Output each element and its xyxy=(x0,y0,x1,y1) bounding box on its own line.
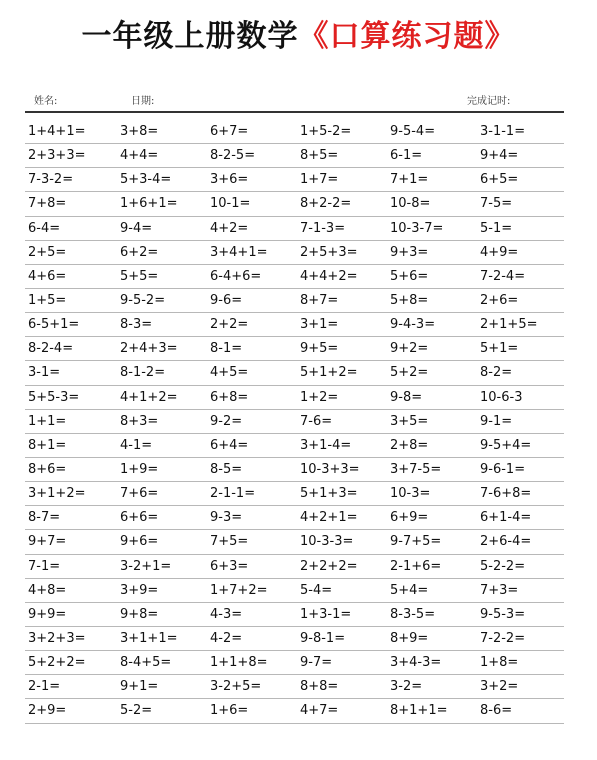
problem-cell: 4+2+1= xyxy=(300,510,358,526)
problem-cell: 6+6= xyxy=(120,510,159,526)
problem-row xyxy=(25,386,564,410)
problem-cell: 7-2-2= xyxy=(480,630,526,646)
problem-cell: 8-6= xyxy=(480,703,513,719)
problem-cell: 3+4+1= xyxy=(210,244,268,260)
problem-cell: 3+1+2= xyxy=(28,486,86,502)
problem-row xyxy=(25,699,564,723)
problem-cell: 7-1= xyxy=(28,558,61,574)
problem-cell: 6+9= xyxy=(390,510,429,526)
problem-row xyxy=(25,627,564,651)
problem-cell: 4-1= xyxy=(120,437,153,453)
problem-row xyxy=(25,603,564,627)
problem-cell: 6+8= xyxy=(210,389,249,405)
problem-cell: 2+6= xyxy=(480,292,519,308)
problem-cell: 7+3= xyxy=(480,582,519,598)
problem-cell: 10-3= xyxy=(390,486,431,502)
problem-row xyxy=(25,506,564,530)
problem-cell: 4+2= xyxy=(210,220,249,236)
problem-cell: 1+5= xyxy=(28,292,67,308)
problem-cell: 3+8= xyxy=(120,124,159,139)
problem-grid xyxy=(25,120,564,724)
problem-row xyxy=(25,458,564,482)
problem-cell: 2+5+3= xyxy=(300,244,358,260)
problem-cell: 6+7= xyxy=(210,124,249,139)
problem-cell: 3-1-1= xyxy=(480,124,526,139)
problem-cell: 8-3-5= xyxy=(390,606,436,622)
problem-row xyxy=(25,675,564,699)
problem-cell: 9-1= xyxy=(480,413,513,429)
problem-cell: 1+1+8= xyxy=(210,655,268,671)
info-line xyxy=(0,88,597,108)
problem-cell: 3+7-5= xyxy=(390,461,442,477)
problem-cell: 9+9= xyxy=(28,606,67,622)
problem-row xyxy=(25,289,564,313)
problem-cell: 5+5-3= xyxy=(28,389,80,405)
problem-cell: 8-1-2= xyxy=(120,365,166,381)
problem-cell: 9+6= xyxy=(120,534,159,550)
problem-cell: 8+7= xyxy=(300,292,339,308)
problem-cell: 7+8= xyxy=(28,196,67,212)
problem-cell: 4+1+2= xyxy=(120,389,178,405)
problem-row xyxy=(25,192,564,216)
problem-cell: 3-2+5= xyxy=(210,679,262,695)
problem-cell: 9-6-1= xyxy=(480,461,526,477)
problem-cell: 5+2= xyxy=(390,365,429,381)
problem-cell: 5+1= xyxy=(480,341,519,357)
problem-row xyxy=(25,120,564,144)
problem-cell: 2+5= xyxy=(28,244,67,260)
problem-cell: 5+8= xyxy=(390,292,429,308)
problem-cell: 4+5= xyxy=(210,365,249,381)
problem-cell: 6-1= xyxy=(390,148,423,164)
problem-cell: 7-1-3= xyxy=(300,220,346,236)
problem-cell: 6+2= xyxy=(120,244,159,260)
problem-cell: 4+8= xyxy=(28,582,67,598)
problem-cell: 2+1+5= xyxy=(480,317,538,333)
problem-cell: 6-5+1= xyxy=(28,317,80,333)
problem-cell: 9+2= xyxy=(390,341,429,357)
problem-row xyxy=(25,337,564,361)
problem-cell: 8+1+1= xyxy=(390,703,448,719)
problem-row xyxy=(25,410,564,434)
problem-cell: 1+3-1= xyxy=(300,606,352,622)
problem-cell: 6+5= xyxy=(480,172,519,188)
problem-cell: 9-7+5= xyxy=(390,534,442,550)
problem-row xyxy=(25,217,564,241)
problem-cell: 6+1-4= xyxy=(480,510,532,526)
problem-cell: 9+7= xyxy=(28,534,67,550)
problem-cell: 9-8-1= xyxy=(300,630,346,646)
problem-cell: 9+8= xyxy=(120,606,159,622)
problem-cell: 3-2+1= xyxy=(120,558,172,574)
problem-cell: 5-2= xyxy=(120,703,153,719)
problem-row xyxy=(25,361,564,385)
problem-cell: 8+6= xyxy=(28,461,67,477)
problem-cell: 6+4= xyxy=(210,437,249,453)
problem-cell: 1+7+2= xyxy=(210,582,268,598)
problem-cell: 2+6-4= xyxy=(480,534,532,550)
problem-cell: 9+1= xyxy=(120,679,159,695)
problem-row xyxy=(25,144,564,168)
problem-cell: 9+3= xyxy=(390,244,429,260)
problem-cell: 7+1= xyxy=(390,172,429,188)
problem-cell: 7+6= xyxy=(120,486,159,502)
problem-cell: 10-6-3 xyxy=(480,389,523,405)
problem-row xyxy=(25,168,564,192)
problem-cell: 9-7= xyxy=(300,655,333,671)
problem-cell: 3+5= xyxy=(390,413,429,429)
problem-cell: 8-1= xyxy=(210,341,243,357)
problem-cell: 2-1= xyxy=(28,679,61,695)
problem-cell: 3+2= xyxy=(480,679,519,695)
problem-cell: 1+9= xyxy=(120,461,159,477)
problem-cell: 3+4-3= xyxy=(390,655,442,671)
problem-cell: 6-4= xyxy=(28,220,61,236)
problem-cell: 1+7= xyxy=(300,172,339,188)
problem-cell: 2+2= xyxy=(210,317,249,333)
problem-cell: 3-1= xyxy=(28,365,61,381)
problem-cell: 9-4-3= xyxy=(390,317,436,333)
problem-cell: 3+9= xyxy=(120,582,159,598)
problem-cell: 3+2+3= xyxy=(28,630,86,646)
problem-cell: 8-5= xyxy=(210,461,243,477)
problem-cell: 9-5+4= xyxy=(480,437,532,453)
date-label: 日期: xyxy=(131,96,155,107)
problem-cell: 8+5= xyxy=(300,148,339,164)
problem-cell: 1+6= xyxy=(210,703,249,719)
problem-cell: 9-2= xyxy=(210,413,243,429)
problem-cell: 5+2+2= xyxy=(28,655,86,671)
problem-cell: 8+2-2= xyxy=(300,196,352,212)
problem-row xyxy=(25,555,564,579)
problem-row xyxy=(25,482,564,506)
problem-cell: 3-2= xyxy=(390,679,423,695)
problem-cell: 2-1+6= xyxy=(390,558,442,574)
problem-cell: 1+4+1= xyxy=(28,124,86,139)
problem-cell: 8+9= xyxy=(390,630,429,646)
problem-cell: 8-2-5= xyxy=(210,148,256,164)
problem-cell: 1+1= xyxy=(28,413,67,429)
problem-cell: 9-5-3= xyxy=(480,606,526,622)
problem-cell: 3+1-4= xyxy=(300,437,352,453)
problem-cell: 10-3-3= xyxy=(300,534,354,550)
problem-row xyxy=(25,241,564,265)
problem-cell: 3+1= xyxy=(300,317,339,333)
problem-row xyxy=(25,530,564,554)
problem-cell: 8-4+5= xyxy=(120,655,172,671)
problem-cell: 6-4+6= xyxy=(210,268,262,284)
problem-row xyxy=(25,313,564,337)
problem-cell: 8+8= xyxy=(300,679,339,695)
problem-row xyxy=(25,265,564,289)
problem-cell: 5-4= xyxy=(300,582,333,598)
title-main: 一年级上册数学 xyxy=(81,19,299,54)
name-label: 姓名: xyxy=(34,96,58,107)
problem-cell: 4+6= xyxy=(28,268,67,284)
problem-cell: 8-2-4= xyxy=(28,341,74,357)
problem-cell: 7-3-2= xyxy=(28,172,74,188)
problem-cell: 2+2+2= xyxy=(300,558,358,574)
problem-cell: 10-3-7= xyxy=(390,220,444,236)
time-label: 完成记时: xyxy=(467,96,511,107)
problem-cell: 9-4= xyxy=(120,220,153,236)
problem-cell: 2+3+3= xyxy=(28,148,86,164)
problem-cell: 7-5= xyxy=(480,196,513,212)
problem-row xyxy=(25,434,564,458)
problem-cell: 1+2= xyxy=(300,389,339,405)
problem-cell: 8-7= xyxy=(28,510,61,526)
problem-cell: 5+4= xyxy=(390,582,429,598)
title-accent: 《口算练习题》 xyxy=(298,19,516,54)
problem-cell: 4+4+2= xyxy=(300,268,358,284)
problem-cell: 2+9= xyxy=(28,703,67,719)
problem-cell: 10-1= xyxy=(210,196,251,212)
problem-cell: 1+8= xyxy=(480,655,519,671)
problem-cell: 5+5= xyxy=(120,268,159,284)
problem-cell: 2+8= xyxy=(390,437,429,453)
problem-cell: 8+3= xyxy=(120,413,159,429)
problem-cell: 8-3= xyxy=(120,317,153,333)
problem-cell: 9+4= xyxy=(480,148,519,164)
problem-cell: 2-1-1= xyxy=(210,486,256,502)
problem-cell: 8-2= xyxy=(480,365,513,381)
header-divider xyxy=(25,111,564,113)
worksheet-title xyxy=(0,10,597,64)
problem-cell: 9-8= xyxy=(390,389,423,405)
problem-cell: 7-6+8= xyxy=(480,486,532,502)
problem-cell: 9+5= xyxy=(300,341,339,357)
problem-cell: 4+9= xyxy=(480,244,519,260)
problem-cell: 4-2= xyxy=(210,630,243,646)
problem-cell: 3+1+1= xyxy=(120,630,178,646)
problem-cell: 7-2-4= xyxy=(480,268,526,284)
problem-cell: 1+6+1= xyxy=(120,196,178,212)
problem-cell: 5+1+2= xyxy=(300,365,358,381)
problem-row xyxy=(25,579,564,603)
problem-row xyxy=(25,651,564,675)
problem-cell: 4-3= xyxy=(210,606,243,622)
problem-cell: 9-3= xyxy=(210,510,243,526)
problem-cell: 5+6= xyxy=(390,268,429,284)
problem-cell: 5+1+3= xyxy=(300,486,358,502)
problem-cell: 4+7= xyxy=(300,703,339,719)
problem-cell: 10-8= xyxy=(390,196,431,212)
problem-cell: 9-6= xyxy=(210,292,243,308)
problem-cell: 5-1= xyxy=(480,220,513,236)
problem-cell: 7-6= xyxy=(300,413,333,429)
problem-cell: 10-3+3= xyxy=(300,461,360,477)
problem-cell: 6+3= xyxy=(210,558,249,574)
problem-cell: 9-5-2= xyxy=(120,292,166,308)
problem-cell: 2+4+3= xyxy=(120,341,178,357)
problem-cell: 9-5-4= xyxy=(390,124,436,139)
problem-cell: 4+4= xyxy=(120,148,159,164)
problem-cell: 7+5= xyxy=(210,534,249,550)
problem-cell: 5+3-4= xyxy=(120,172,172,188)
problem-cell: 3+6= xyxy=(210,172,249,188)
problem-cell: 5-2-2= xyxy=(480,558,526,574)
problem-cell: 1+5-2= xyxy=(300,124,352,139)
problem-cell: 8+1= xyxy=(28,437,67,453)
